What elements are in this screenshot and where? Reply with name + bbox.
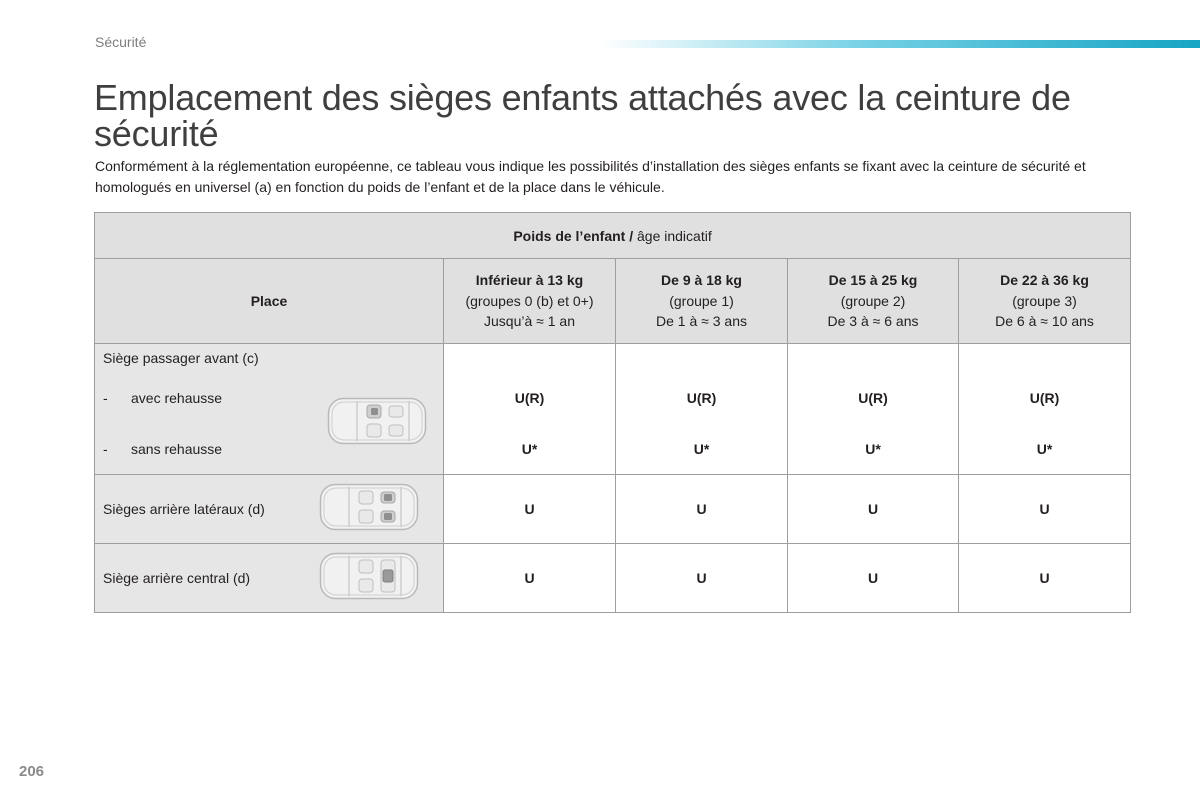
category-group: (groupes 0 (b) et 0+) (465, 292, 594, 309)
category-header-3 (959, 259, 1131, 344)
weight-header-normal: âge indicatif (633, 227, 712, 244)
rear-center-seat-label: Siège arrière central (d) (103, 570, 251, 586)
car-rear-side-seats-icon (319, 483, 419, 531)
weight-header-cell (95, 213, 1131, 259)
rear-center-value-1: U (616, 544, 788, 613)
category-age: De 1 à ≈ 3 ans (656, 313, 747, 330)
category-header-row (95, 259, 1131, 344)
table-row-front-passenger (95, 344, 1131, 475)
rear-center-value-3: U (959, 544, 1131, 613)
table-row-rear-side (95, 475, 1131, 544)
category-header-1 (616, 259, 788, 344)
category-header-2 (788, 259, 959, 344)
category-group: (groupe 3) (1012, 292, 1077, 309)
page-number: 206 (19, 763, 45, 780)
rear-side-place-cell (95, 475, 444, 544)
rear-side-value-3: U (959, 475, 1131, 544)
category-group: (groupe 1) (669, 292, 734, 309)
rear-center-value-2: U (788, 544, 959, 613)
value-without-booster: U* (1036, 441, 1053, 457)
front-values-cell-2 (788, 344, 959, 475)
category-weight: De 15 à 25 kg (828, 272, 918, 289)
value-with-booster: U(R) (858, 390, 888, 406)
front-values-cell-0 (444, 344, 616, 475)
value-without-booster: U* (865, 441, 881, 457)
category-group: (groupe 2) (840, 292, 906, 309)
value-without-booster: U* (693, 441, 710, 457)
value-without-booster: U* (521, 441, 538, 457)
option-label: avec rehausse (131, 390, 223, 406)
section-label: Sécurité (95, 34, 147, 50)
table-row-rear-center (95, 544, 1131, 613)
value-with-booster: U(R) (514, 390, 545, 406)
category-weight: De 22 à 36 kg (1000, 272, 1089, 289)
front-values-cell-3 (959, 344, 1131, 475)
front-place-cell (95, 344, 444, 475)
category-age: De 6 à ≈ 10 ans (995, 313, 1094, 330)
place-header: Place (95, 259, 444, 344)
front-seat-label: Siège passager avant (c) (103, 350, 259, 366)
rear-side-value-1: U (616, 475, 788, 544)
intro-paragraph: Conformément à la réglementation européenne, ce tableau vous indique les possibilités d’installation des sièges enfants se fixant avec la ceinture de sécurité et homologués en universel (a) en fonction du poids de l’enfant et de la place dans le véhicule. (95, 158, 1086, 195)
rear-side-value-0: U (444, 475, 616, 544)
option-dash: - (103, 390, 108, 406)
category-header-0 (444, 259, 616, 344)
car-front-passenger-seat-icon (327, 397, 427, 445)
category-age: De 3 à ≈ 6 ans (827, 313, 919, 330)
value-with-booster: U(R) (686, 390, 717, 406)
category-weight: De 9 à 18 kg (661, 272, 742, 289)
header-accent-bar (600, 40, 1200, 48)
option-dash: - (103, 441, 108, 457)
car-rear-center-seat-icon (319, 552, 419, 600)
child-seat-table (94, 212, 1131, 613)
front-values-cell-1 (616, 344, 788, 475)
option-label: sans rehausse (131, 441, 223, 457)
category-weight: Inférieur à 13 kg (475, 272, 584, 289)
rear-side-seat-label: Sièges arrière latéraux (d) (103, 501, 265, 517)
weight-header-row (95, 213, 1131, 259)
page-title: Emplacement des sièges enfants attachés avec la ceinture de sécurité (94, 77, 1071, 154)
weight-header-bold: Poids de l’enfant / (513, 227, 634, 244)
rear-side-value-2: U (788, 475, 959, 544)
category-age: Jusqu’à ≈ 1 an (484, 313, 575, 330)
rear-center-place-cell (95, 544, 444, 613)
value-with-booster: U(R) (1029, 390, 1060, 406)
rear-center-value-0: U (444, 544, 616, 613)
